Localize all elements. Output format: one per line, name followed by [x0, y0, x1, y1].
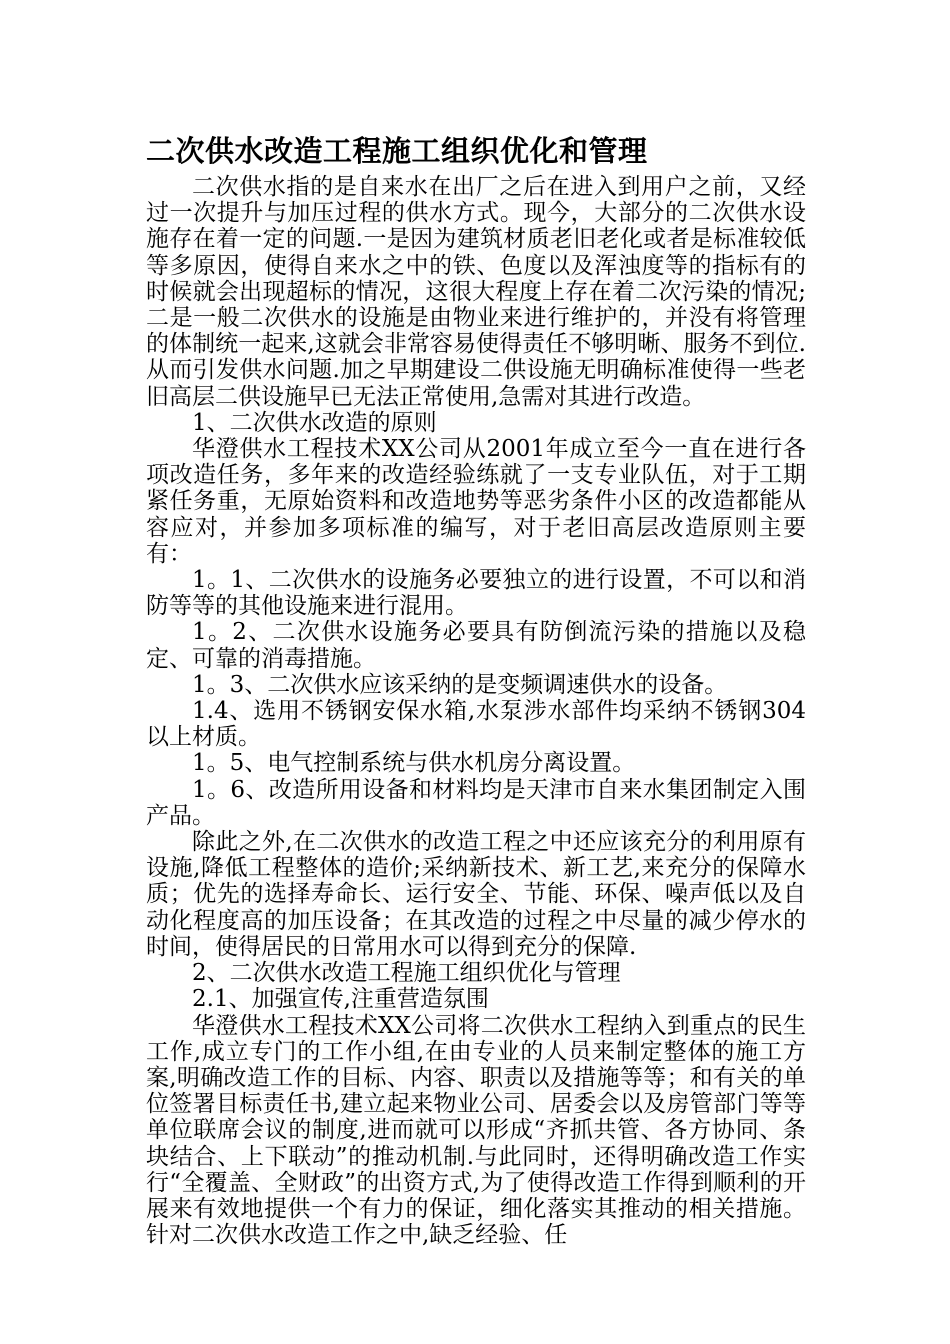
intro-paragraph: 二次供水指的是自来水在出厂之后在进入到用户之前，又经过一次提升与加压过程的供水方式。现今，大部分的二次供水设施存在着一定的问题.一是因为建筑材质老旧老化或者是标准较低等多原因，使得自来水之中的铁、色度以及浑浊度等的指标有的时候就会出现超标的情况，这很大程度上存在着二次污染的情况;二是一般二次供水的设施是由物业来进行维护的，并没有将管理的体制统一起来,这就会非常容易使得责任不够明晰、服务不到位.从而引发供水问题.加之早期建设二供设施无明确标准使得一些老旧高层二供设施早已无法正常使用,急需对其进行改造。 [146, 174, 806, 410]
document-page [146, 132, 806, 1248]
principle-1-2: 1。2、二次供水设施务必要具有防倒流污染的措施以及稳定、可靠的消毒措施。 [146, 619, 806, 672]
paragraph-publicity: 华澄供水工程技术XX公司将二次供水工程纳入到重点的民生工作,成立专门的工作小组,在由专业的人员来制定整体的施工方案,明确改造工作的目标、内容、职责以及措施等等；和有关的单位签署目标责任书,建立起来物业公司、居委会以及房管部门等等单位联席会议的制度,进而就可以形成“齐抓共管、各方协同、条块结合、上下联动”的推动机制.与此同时，还得明确改造工作实行“全覆盖、全财政”的出资方式,为了使得改造工作得到顺利的开展来有效地提供一个有力的保证，细化落实其推动的相关措施。针对二次供水改造工作之中,缺乏经验、任 [146, 1012, 806, 1249]
subsection-heading-2-1: 2.1、加强宣传,注重营造氛围 [192, 986, 489, 1013]
principle-1-1: 1。1、二次供水的设施务必要独立的进行设置，不可以和消防等等的其他设施来进行混用。 [146, 567, 806, 620]
paragraph-company-intro: 华澄供水工程技术XX公司从2001年成立至今一直在进行各项改造任务，多年来的改造经验练就了一支专业队伍，对于工期紧任务重，无原始资料和改造地势等恶劣条件小区的改造都能从容应对，并参加多项标准的编写，对于老旧高层改造原则主要有： [146, 436, 806, 567]
principle-1-5: 1。5、电气控制系统与供水机房分离设置。 [192, 750, 636, 777]
principle-1-4: 1.4、选用不锈钢安保水箱,水泵涉水部件均采纳不锈钢304以上材质。 [146, 698, 806, 751]
document-title: 二次供水改造工程施工组织优化和管理 [146, 134, 648, 168]
principle-1-3: 1。3、二次供水应该采纳的是变频调速供水的设备。 [192, 671, 728, 698]
section-heading-1: 1、二次供水改造的原则 [192, 409, 437, 436]
section-heading-2: 2、二次供水改造工程施工组织优化与管理 [192, 960, 621, 987]
principle-1-6: 1。6、改造所用设备和材料均是天津市自来水集团制定入围产品。 [146, 776, 806, 829]
paragraph-additional-measures: 除此之外,在二次供水的改造工程之中还应该充分的利用原有设施,降低工程整体的造价;采纳新技术、新工艺,来充分的保障水质；优先的选择寿命长、运行安全、节能、环保、噪声低以及自动化程度高的加压设备；在其改造的过程之中尽量的减少停水的时间，使得居民的日常用水可以得到充分的保障. [146, 829, 806, 960]
